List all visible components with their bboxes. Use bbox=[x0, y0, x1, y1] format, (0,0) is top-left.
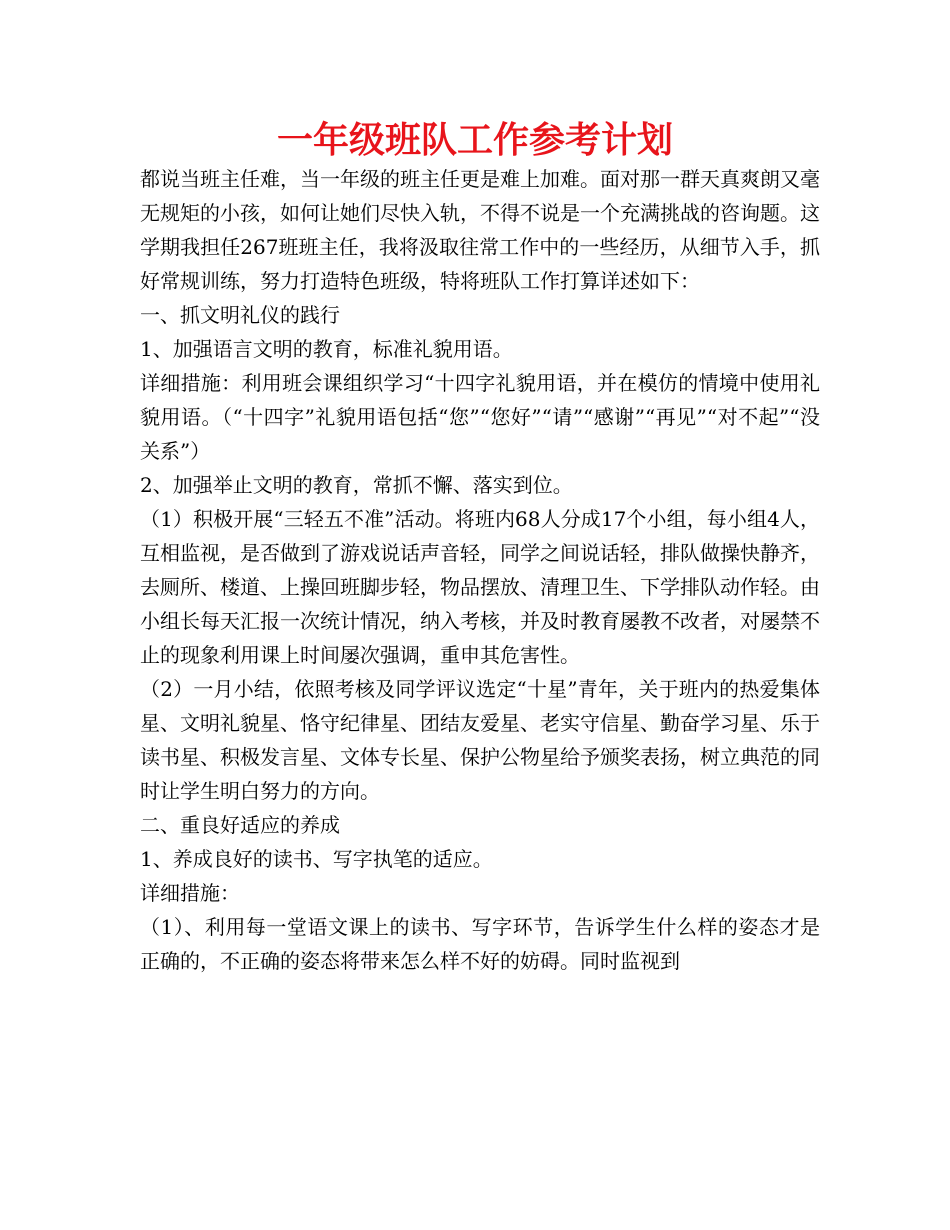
paragraph-activity-1: （1）积极开展“三轻五不准”活动。将班内68人分成17个小组，每小组4人，互相监视，是否做到了游戏说话声音轻，同学之间说话轻，排队做操快静齐，去厕所、楼道、上操回班脚步轻，物品摆放、清理卫生、下学排队动作轻。由小组长每天汇报一次统计情况，纳入考核，并及时教育屡教不改者，对屡禁不止的现象利用课上时间屡次强调，重申其危害性。 bbox=[140, 507, 820, 667]
paragraph-measures-1: 详细措施：利用班会课组织学习“十四字礼貌用语，并在模仿的情境中使用礼貌用语。（“十四字”礼貌用语包括“您”“您好”“请”“感谢”“再见”“对不起”“没关系”） bbox=[140, 371, 820, 463]
document-title: 一年级班队工作参考计划 bbox=[276, 120, 673, 161]
section-heading-2: 二、重良好适应的养成 bbox=[140, 813, 340, 837]
paragraph-activity-2: （2）一月小结，依照考核及同学评议选定“十星”青年，关于班内的热爱集体星、文明礼貌星、恪守纪律星、团结友爱星、老实守信星、勤奋学习星、乐于读书星、积极发言星、文体专长星、保护公物星给予颁奖表扬，树立典范的同时让学生明白努力的方向。 bbox=[140, 677, 820, 803]
list-item: 2、加强举止文明的教育，常抓不懈、落实到位。 bbox=[140, 473, 573, 497]
paragraph-measures-2: （1）、利用每一堂语文课上的读书、写字环节，告诉学生什么样的姿态才是正确的，不正确的姿态将带来怎么样不好的妨碍。同时监视到 bbox=[140, 915, 820, 973]
section-heading-1: 一、抓文明礼仪的践行 bbox=[140, 303, 340, 327]
list-item: 1、加强语言文明的教育，标准礼貌用语。 bbox=[140, 337, 513, 361]
paragraph-intro: 都说当班主任难，当一年级的班主任更是难上加难。面对那一群天真爽朗又毫无规矩的小孩，如何让她们尽快入轨，不得不说是一个充满挑战的咨询题。这学期我担任267班班主任，我将汲取往常工作中的一些经历，从细节入手，抓好常规训练，努力打造特色班级，特将班队工作打算详述如下： bbox=[140, 167, 820, 293]
document-body bbox=[140, 162, 820, 978]
list-item: 1、养成良好的读书、写字执笔的适应。 bbox=[140, 847, 493, 871]
paragraph-measures-label: 详细措施： bbox=[140, 881, 240, 905]
